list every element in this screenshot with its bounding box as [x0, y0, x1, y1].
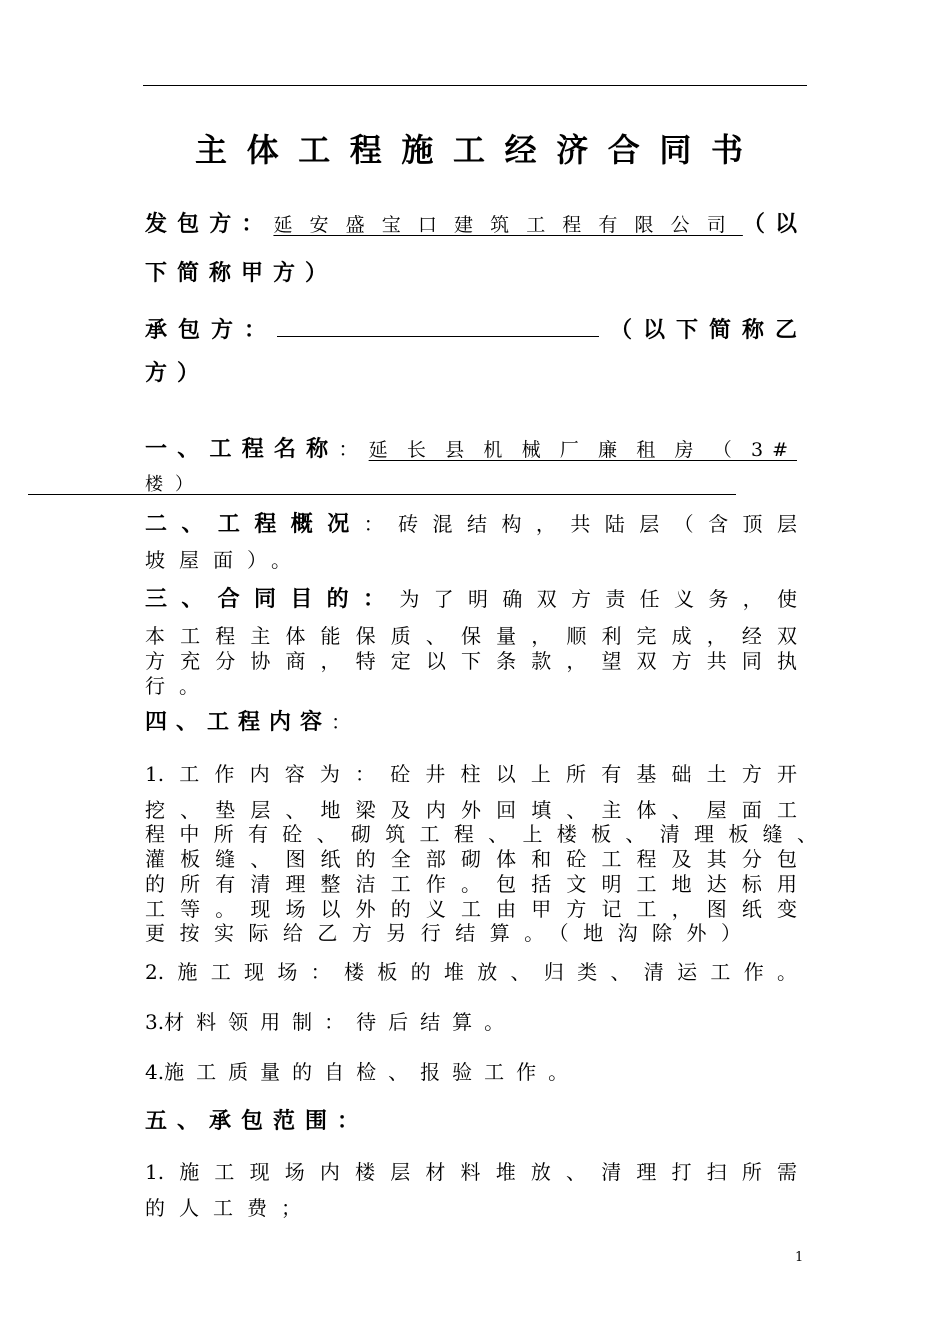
- party-b-blank: [277, 314, 599, 337]
- section4-item4-text: 施工质量的自检、报验工作。: [164, 1060, 581, 1084]
- header-rule: [143, 85, 807, 86]
- section4-line: [145, 710, 797, 735]
- section1-line: [145, 437, 797, 462]
- section4-item1-line5: 的所有清理整洁工作。包括文明工地达标用: [145, 872, 797, 896]
- section2-heading: 二、工程概况: [145, 512, 364, 537]
- section5-item1-line2: 的人工费；: [145, 1196, 315, 1220]
- section4-item1-line6: 工等。现场以外的义工由甲方记工，图纸变: [145, 897, 797, 921]
- section4-item1-line7: 更按实际给乙方另行结算。（地沟除外）: [145, 921, 741, 945]
- document-title: 主 体 工 程 施 工 经 济 合 同 书: [195, 131, 743, 169]
- section4-item2-number: 2.: [145, 960, 165, 984]
- section4-item1-line1: [145, 762, 797, 786]
- page-number: 1: [795, 1250, 804, 1265]
- section4-item2-text: 施工现场：楼板的堆放、归类、清运工作。: [164, 960, 797, 984]
- party-a-label: 发包方：: [145, 212, 274, 237]
- section4-item4-number: 4.: [145, 1060, 165, 1084]
- section4-item3-number: 3.: [145, 1010, 165, 1034]
- section4-item1-line4: 灌板缝、图纸的全部砌体和砼工程及其分包: [145, 847, 797, 871]
- section2-text: ：砖混结构，共陆层（含顶层: [363, 512, 797, 536]
- section4-item2: [145, 960, 797, 984]
- section3-line4: 行。: [145, 674, 213, 698]
- section1-line2: 楼）: [145, 474, 205, 495]
- section4-item4: [145, 1060, 797, 1084]
- section4-item1-number: 1.: [145, 762, 165, 786]
- section1-heading: 一、工程名称: [145, 437, 339, 462]
- party-a-line2: 下简称甲方）: [145, 261, 338, 286]
- party-a-suffix: （以: [742, 212, 797, 237]
- section2-line2: 坡屋面）。: [145, 548, 305, 572]
- section5-heading: 五、承包范围：: [145, 1109, 370, 1134]
- section3-line3: 方充分协商，特定以下条款，望双方共同执: [145, 649, 797, 673]
- party-a-name: 延安盛宝口建筑工程有限公司: [273, 214, 743, 236]
- party-b-line2: 方）: [145, 361, 210, 386]
- party-a-line: [145, 213, 797, 237]
- party-b-label: 承包方：: [145, 318, 277, 343]
- section1-project-name: 延长县机械厂廉租房（3#: [368, 439, 797, 461]
- section5-item1-line1: [145, 1160, 797, 1184]
- section1-colon: ：: [338, 437, 369, 461]
- section3-line2: 本工程主体能保质、保量，顺利完成，经双: [145, 624, 797, 648]
- section5-item1-text: 施工现场内楼层材料堆放、清理打扫所需: [164, 1160, 797, 1184]
- section3-heading: 三、合同目的：: [145, 587, 400, 612]
- section4-item1-line3: 程中所有砼、砌筑工程、上楼板、清理板缝、: [145, 822, 817, 846]
- section2-line: [145, 512, 797, 537]
- section1-underline: [28, 494, 736, 495]
- section5-item1-number: 1.: [145, 1160, 165, 1184]
- section4-item1-line2: 挖、垫层、地梁及内外回填、主体、屋面工: [145, 798, 797, 822]
- party-b-line: [145, 314, 797, 343]
- section4-item3: [145, 1010, 797, 1034]
- party-b-suffix: （以下简称乙: [599, 318, 797, 343]
- section3-text: 为了明确双方责任义务，使: [399, 587, 797, 611]
- section3-line: [145, 587, 797, 612]
- section4-item3-text: 材料领用制：待后结算。: [164, 1010, 517, 1034]
- section4-heading: 四、工程内容: [145, 710, 332, 735]
- section4-colon: ：: [331, 710, 352, 734]
- section4-item1-text: 工作内容为：砼井柱以上所有基础土方开: [164, 762, 797, 786]
